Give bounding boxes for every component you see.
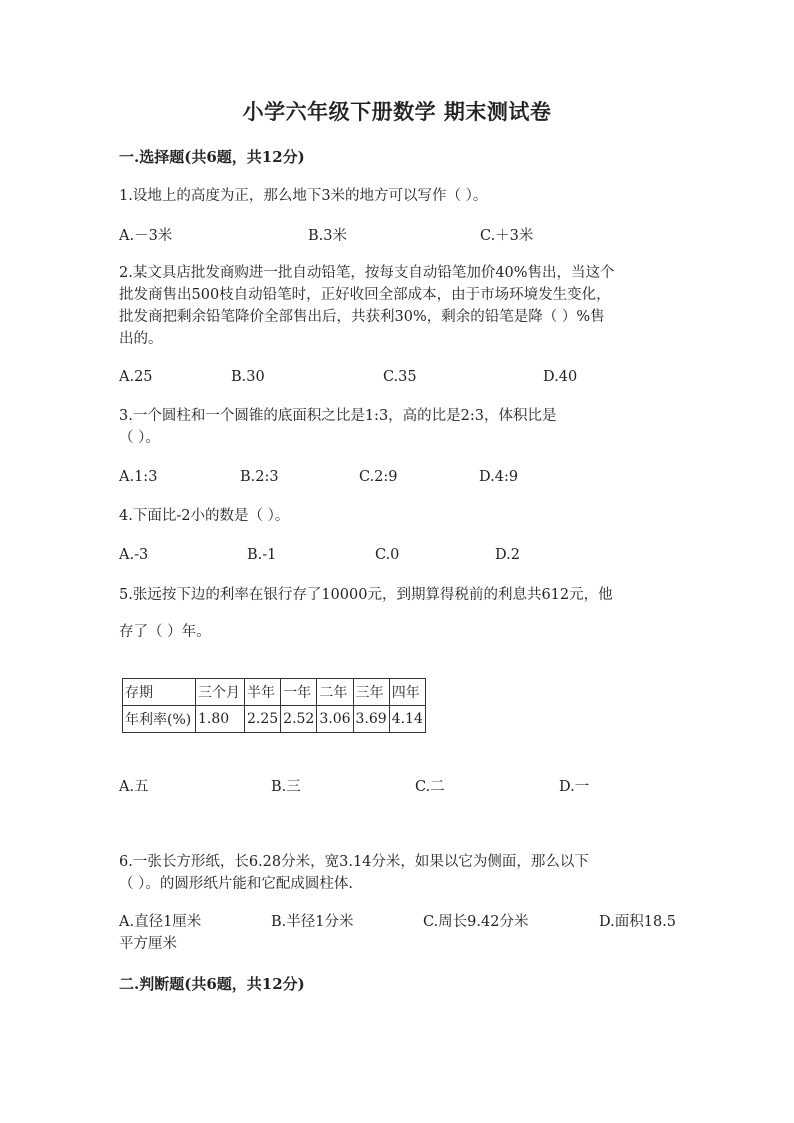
table-cell: 一年 <box>281 679 317 706</box>
q2-option-a: A.25 <box>119 369 153 385</box>
q4-option-d: D.2 <box>495 547 520 563</box>
table-cell: 3.06 <box>317 706 353 733</box>
section-heading-judgement: 二.判断题(共6题，共12分) <box>119 975 305 993</box>
q5-option-b: B.三 <box>271 779 301 795</box>
table-cell: 三个月 <box>196 679 245 706</box>
q3-option-c: C.2:9 <box>359 469 398 485</box>
question-3-line-2: （ ）。 <box>119 430 160 446</box>
table-cell: 1.80 <box>196 706 245 733</box>
q4-option-a: A.-3 <box>119 547 149 563</box>
question-6-line-1: 6.一张长方形纸，长6.28分米，宽3.14分米，如果以它为侧面，那么以下 <box>119 854 589 870</box>
q6-option-a: A.直径1厘米 <box>119 914 202 930</box>
question-1-text: 1.设地上的高度为正，那么地下3米的地方可以写作（ ）。 <box>119 188 488 204</box>
question-2-line-2: 批发商售出500枝自动铅笔时，正好收回全部成本，由于市场环境发生变化， <box>119 287 611 303</box>
question-3-line-1: 3.一个圆柱和一个圆锥的底面积之比是1:3，高的比是2:3，体积比是 <box>119 408 557 424</box>
table-cell: 二年 <box>317 679 353 706</box>
q6-option-d: D.面积18.5 <box>599 914 677 930</box>
q3-option-b: B.2:3 <box>240 469 279 485</box>
question-6-line-2: （ ）。的圆形纸片能和它配成圆柱体. <box>119 876 353 892</box>
table-cell: 2.25 <box>245 706 281 733</box>
q5-option-d: D.一 <box>559 779 590 795</box>
interest-rate-table <box>122 678 426 733</box>
q1-option-b: B.3米 <box>308 228 347 244</box>
question-2-line-1: 2.某文具店批发商购进一批自动铅笔，按每支自动铅笔加价40%售出，当这个 <box>119 265 615 281</box>
section-heading-choice: 一.选择题(共6题，共12分) <box>119 148 305 166</box>
q3-option-a: A.1:3 <box>119 469 158 485</box>
q6-option-c: C.周长9.42分米 <box>423 914 529 930</box>
table-cell: 三年 <box>353 679 389 706</box>
q5-option-a: A.五 <box>119 779 149 795</box>
question-4-text: 4.下面比-2小的数是（ ）。 <box>119 508 290 524</box>
table-cell: 四年 <box>389 679 425 706</box>
q1-option-a: A.－3米 <box>119 228 173 244</box>
q2-option-b: B.30 <box>231 369 265 385</box>
q6-option-b: B.半径1分米 <box>271 914 354 930</box>
question-2-line-3: 批发商把剩余铅笔降价全部售出后，共获利30%，剩余的铅笔是降（ ）%售 <box>119 309 605 325</box>
q2-option-c: C.35 <box>383 369 417 385</box>
table-cell: 年利率(%) <box>123 706 196 733</box>
question-5-line-1: 5.张远按下边的利率在银行存了10000元，到期算得税前的利息共612元，他 <box>119 587 613 603</box>
table-row <box>123 706 426 733</box>
q6-option-d-wrap: 平方厘米 <box>119 936 177 952</box>
q2-option-d: D.40 <box>543 369 578 385</box>
table-cell: 存期 <box>123 679 196 706</box>
page-title: 小学六年级下册数学 期末测试卷 <box>242 99 552 124</box>
table-cell: 3.69 <box>353 706 389 733</box>
q4-option-b: B.-1 <box>247 547 277 563</box>
q3-option-d: D.4:9 <box>479 469 519 485</box>
table-cell: 2.52 <box>281 706 317 733</box>
question-5-line-2: 存了（ ）年。 <box>119 624 211 640</box>
q5-option-c: C.二 <box>415 779 445 795</box>
q4-option-c: C.0 <box>375 547 400 563</box>
table-cell: 半年 <box>245 679 281 706</box>
q1-option-c: C.＋3米 <box>480 228 534 244</box>
table-cell: 4.14 <box>389 706 425 733</box>
table-header-row <box>123 679 426 706</box>
question-2-line-4: 出的。 <box>119 331 163 347</box>
